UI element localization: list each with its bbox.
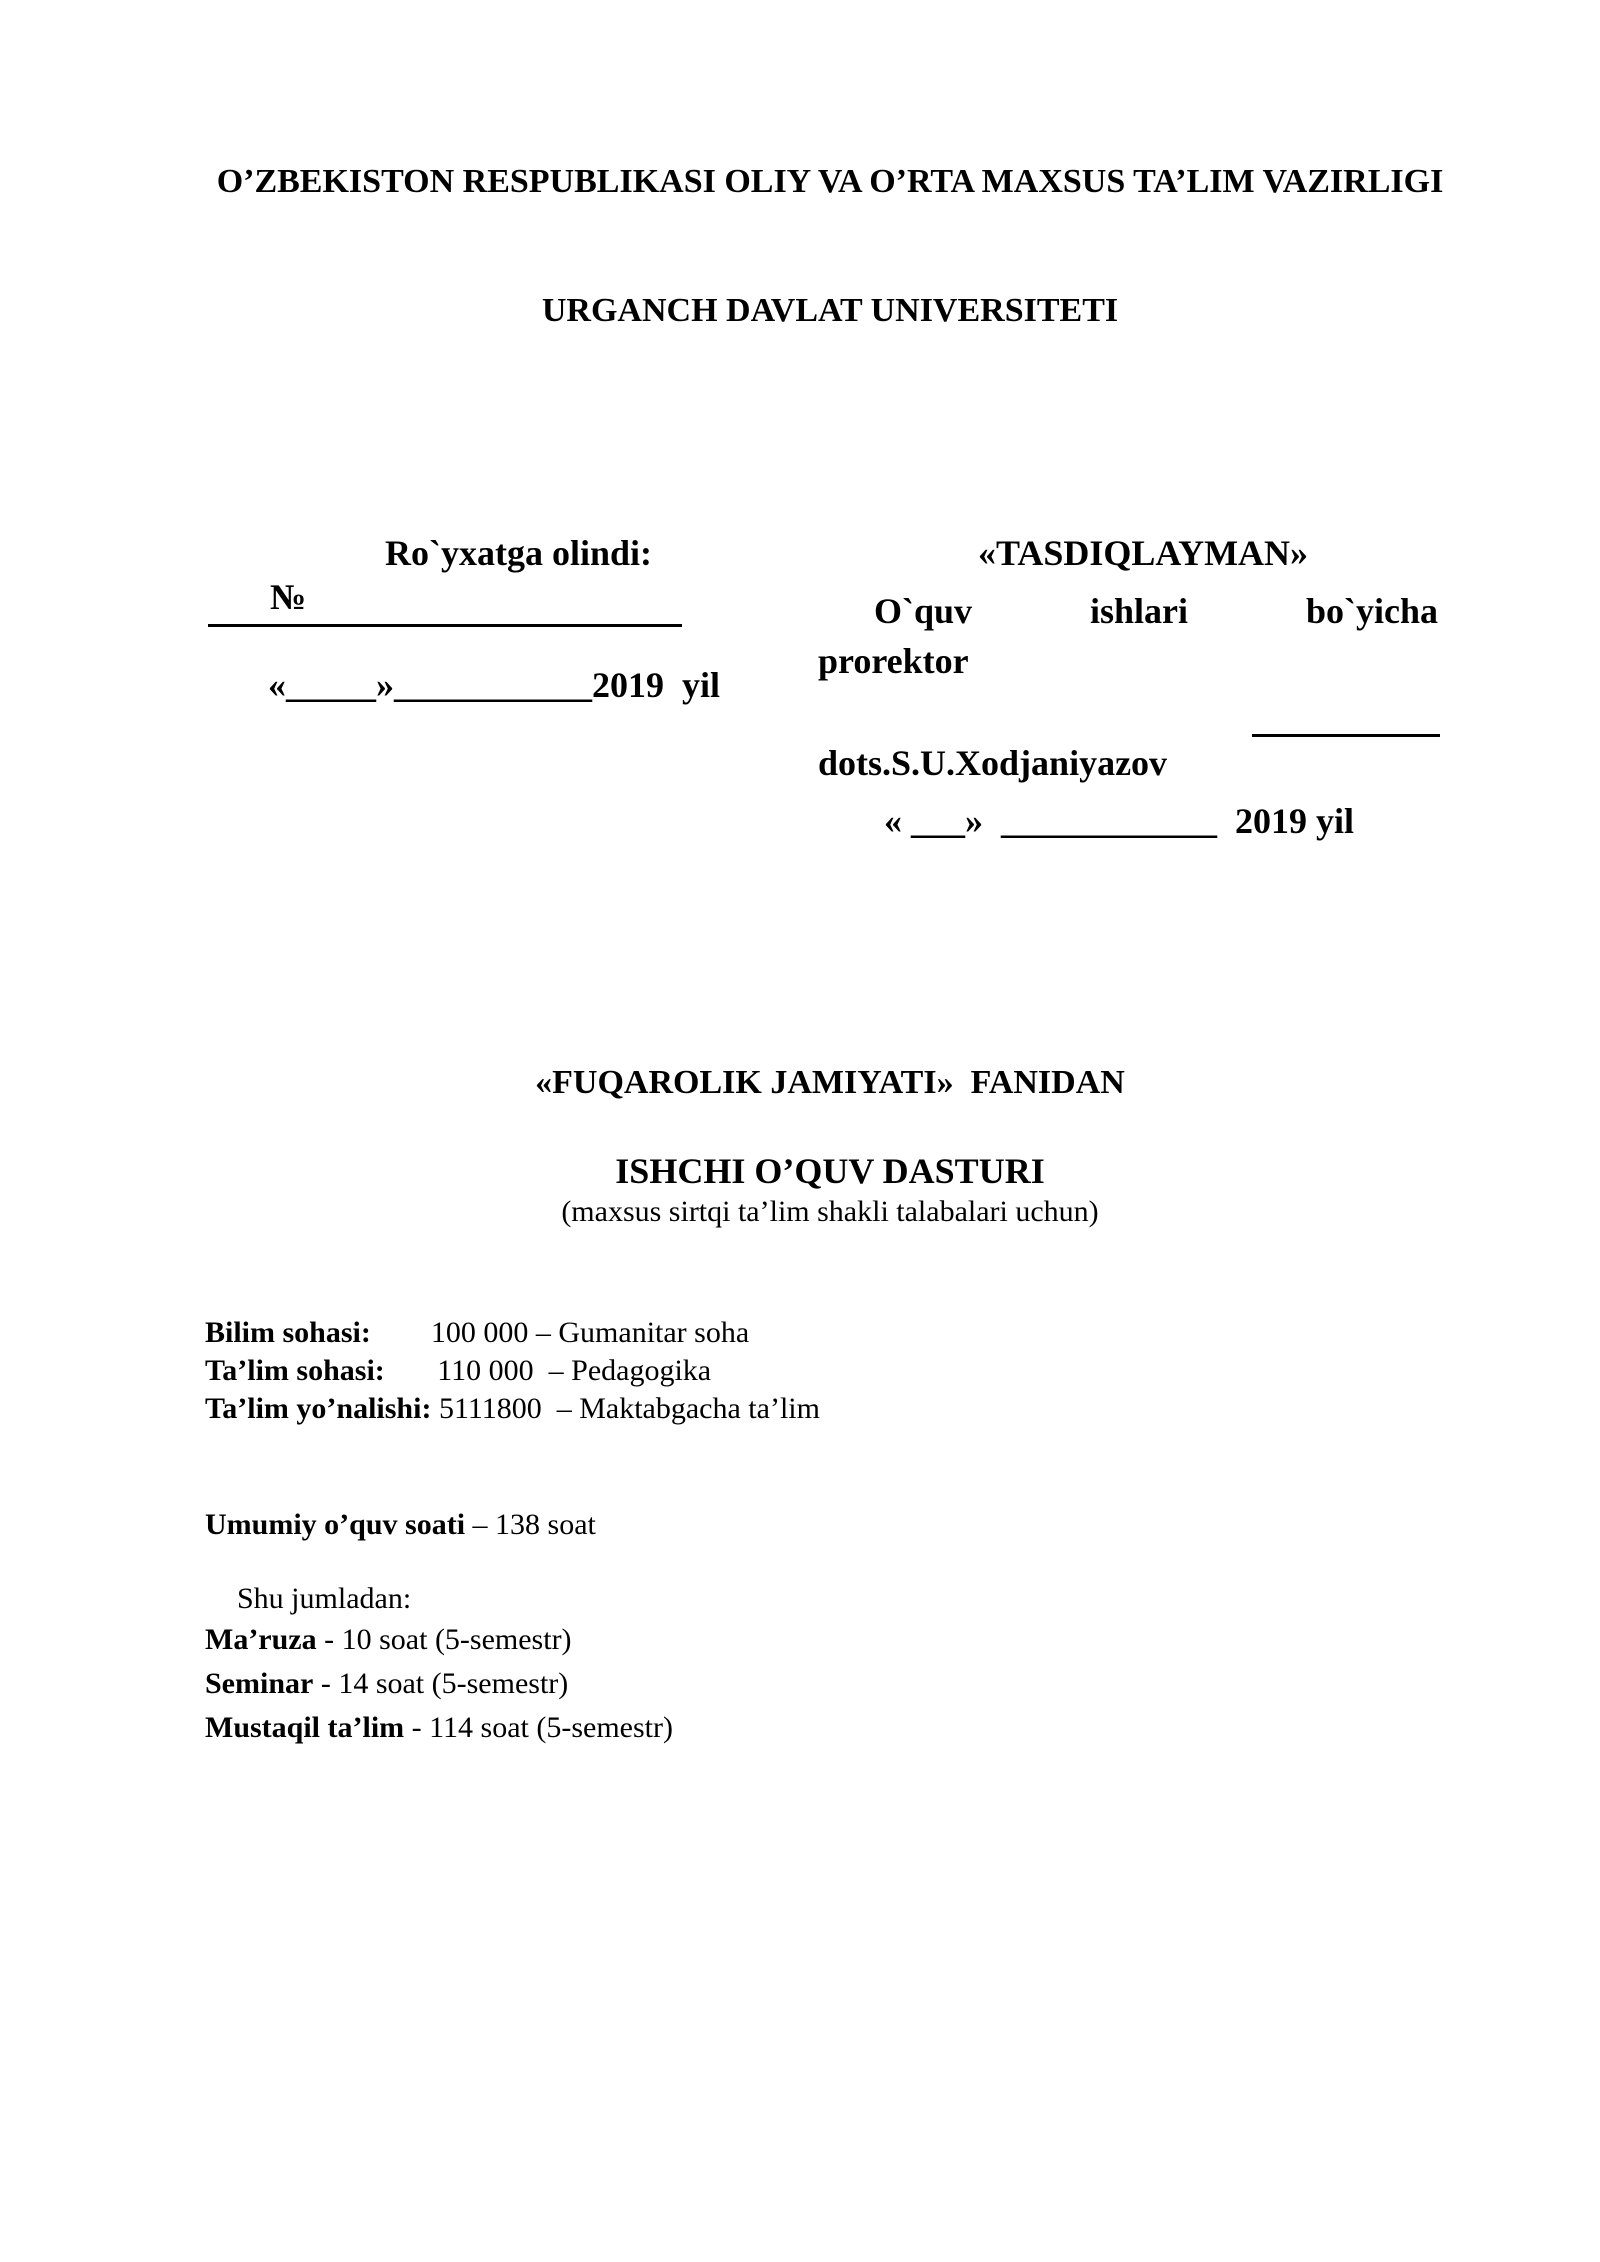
- registration-title: Ro`yxatga olindi:: [385, 533, 653, 573]
- approval-position-line2: prorektor: [818, 641, 969, 681]
- breakdown-item-label: Seminar: [205, 1667, 314, 1700]
- breakdown-item-value: - 114 soat (5-semestr): [404, 1711, 673, 1744]
- breakdown-item-label: Ma’ruza: [205, 1623, 317, 1656]
- total-hours: [205, 1508, 596, 1542]
- approval-position-word: ishlari: [1090, 591, 1189, 631]
- signature-line: [1252, 734, 1440, 737]
- hours-breakdown: [205, 1580, 673, 1750]
- total-hours-label: Umumiy o’quv soati: [205, 1508, 466, 1541]
- field-value: 100 000 – Gumanitar soha: [370, 1316, 750, 1349]
- approval-title: «TASDIQLAYMAN»: [978, 533, 1309, 573]
- breakdown-item: [205, 1618, 673, 1662]
- document-title: ISHCHI O’QUV DASTURI: [615, 1151, 1045, 1191]
- field-label: Ta’lim sohasi:: [205, 1354, 385, 1387]
- approval-position-line1: [818, 590, 1438, 632]
- university-heading: URGANCH DAVLAT UNIVERSITETI: [541, 292, 1119, 329]
- breakdown-intro: Shu jumladan:: [237, 1582, 412, 1615]
- field-row: [205, 1390, 820, 1428]
- field-value: 5111800 – Maktabgacha ta’lim: [431, 1392, 820, 1425]
- field-label: Ta’lim yo’nalishi:: [205, 1392, 432, 1425]
- approval-date-line: « ___» ____________ 2019 yil: [884, 801, 1355, 841]
- breakdown-item-value: - 10 soat (5-semestr): [316, 1623, 572, 1656]
- breakdown-item-label: Mustaqil ta’lim: [205, 1711, 405, 1744]
- field-row: [205, 1314, 820, 1352]
- subject-title: «FUQAROLIK JAMIYATI» FANIDAN: [535, 1064, 1125, 1101]
- registration-number-line: [208, 624, 682, 627]
- approval-position-word: bo`yicha: [1305, 591, 1438, 631]
- document-subtitle: (maxsus sirtqi ta’lim shakli talabalari uchun): [561, 1195, 1099, 1228]
- approver-name: dots.S.U.Xodjaniyazov: [818, 743, 1168, 783]
- field-label: Bilim sohasi:: [205, 1316, 371, 1349]
- registration-number-sign: №: [270, 577, 307, 617]
- registration-date-line: «_____»___________2019 yil: [268, 665, 721, 705]
- field-list: [205, 1314, 820, 1428]
- breakdown-item-value: - 14 soat (5-semestr): [313, 1667, 569, 1700]
- breakdown-item: [205, 1662, 673, 1706]
- breakdown-item: [205, 1706, 673, 1750]
- total-hours-value: – 138 soat: [465, 1508, 596, 1541]
- field-value: 110 000 – Pedagogika: [384, 1354, 712, 1387]
- ministry-heading: O’ZBEKISTON RESPUBLIKASI OLIY VA O’RTA MAXSUS TA’LIM VAZIRLIGI: [216, 163, 1444, 200]
- approval-position-word: O`quv: [874, 591, 973, 631]
- field-row: [205, 1352, 820, 1390]
